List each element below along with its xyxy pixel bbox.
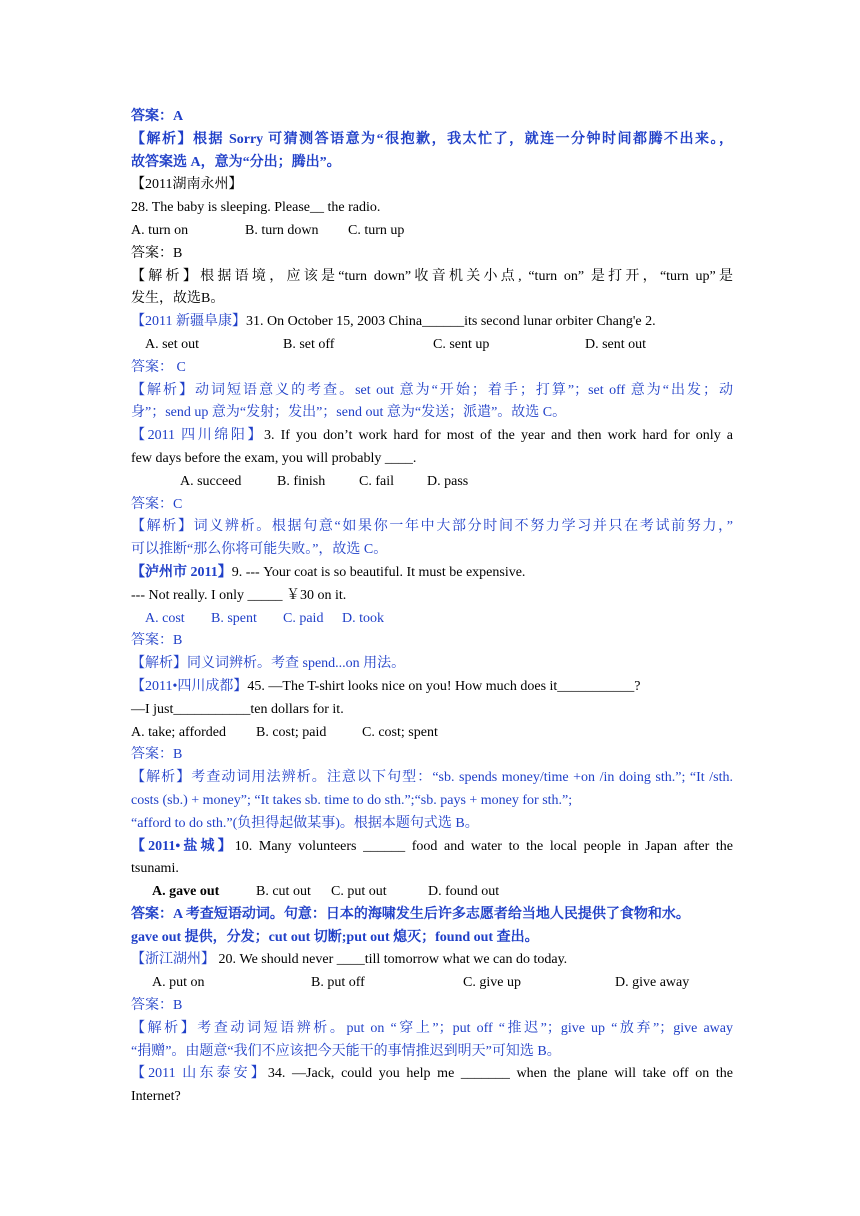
option: D. found out [428,884,500,900]
question-text [131,311,733,334]
question-text [131,836,733,859]
source-tag: 【泸州市 2011】 [131,564,232,580]
analysis-line: costs (sb.) + money”; “It takes sb. time to do sth.”;“sb. pays + money for sth.”; [131,792,573,808]
analysis-line: 可以推断“那么你将可能失败。”，故选 C。 [131,542,388,558]
option: C. give up [463,975,521,991]
answer-line: 答案：C [131,496,183,512]
question-body: 31. On October 15, 2003 China______its second lunar orbiter Chang'e 2. [245,314,656,330]
question-body: 45. —The T-shirt looks nice on you! How much does it___________? [247,678,641,694]
analysis-line: gave out 提供，分发；cut out 切断;put out 熄灭；found out 查出。 [131,929,539,945]
answer-line: 答案：A 考查短语动词。句意：日本的海啸发生后许多志愿者给当地人民提供了食物和水。 [131,906,690,922]
source-tag: 【2011湖南永州】 [131,177,243,193]
source-tag: 【2011 四川绵阳】 [131,428,265,444]
question-text [131,949,733,972]
question-body: 10. Many volunteers ______ food and water to the local people in Japan after the [234,838,733,854]
option: A. put on [152,975,205,991]
answer-line: 答案：A [131,109,184,124]
option: B. cost; paid [256,724,327,740]
analysis-line: 【解析】同义词辨析。考查 spend...on 用法。 [131,656,406,672]
question-text: Internet? [131,1089,181,1105]
option: D. sent out [585,336,647,352]
answer-line: 答案：B [131,633,183,649]
question-body: 3. If you don’t work hard for most of the year and then work hard for only a [264,428,733,444]
question-body: 9. --- Your coat is so beautiful. It must be expensive. [231,564,526,580]
option: C. fail [359,473,394,489]
option: C. sent up [433,336,490,352]
analysis-line: 故答案选 A，意为“分出；腾出”。 [131,154,341,170]
options-row [131,220,733,243]
option: A. succeed [180,473,242,489]
question-text: few days before the exam, you will probably ____. [131,450,417,466]
analysis-line: 【解析】考查动词用法辨析。注意以下句型：“sb. spends money/time +on /in doing sth.”; “It /sth. [131,770,733,786]
answer-line: 答案：B [131,747,183,763]
answer-line: 答案：B [131,245,183,261]
option: D. took [342,610,384,626]
option: B. set off [283,336,335,352]
option: D. pass [427,473,469,489]
option: C. paid [283,610,324,626]
options-row [131,972,733,995]
source-tag: 【2011•盐城】 [131,838,235,854]
option: A. cost [145,610,185,626]
answer-line: 答案：B [131,998,183,1014]
option: B. put off [311,975,365,991]
question-text: tsunami. [131,861,179,877]
options-row [131,608,733,631]
question-text [131,562,733,585]
options-row [131,471,733,494]
document-page [131,106,733,1109]
option: B. finish [277,473,326,489]
option: B. turn down [245,222,319,238]
option: A. gave out [152,884,220,900]
analysis-line: 发生，故选B。 [131,291,225,307]
options-row [131,722,733,745]
question-text [131,1063,733,1086]
analysis-line: “afford to do sth.”(负担得起做某事)。根据本题句式选 B。 [131,815,479,831]
analysis-line: 身”；send up 意为“发射；发出”；send out 意为“发送；派遣”。故选 C。 [131,405,567,421]
analysis-line: 【解析】根据语境，应该是“turn down”收音机关小点, “turn on” 是打开，“turn up”是 [131,268,733,284]
answer-line: 答案： C [131,359,186,375]
analysis-line: 【解析】词义辨析。根据句意“如果你一年中大部分时间不努力学习并只在考试前努力，” [131,519,733,535]
option: C. turn up [348,222,405,238]
option: A. set out [145,336,200,352]
option: B. cut out [256,884,311,900]
question-body: 34. —Jack, could you help me _______ when the plane will take off on the [267,1066,733,1082]
option: A. take; afforded [131,724,226,740]
analysis-line: “捐赠”。由题意“我们不应该把今天能干的事情推迟到明天”可知选 B。 [131,1043,561,1059]
source-tag: 【2011 新疆阜康】 [131,314,246,330]
options-row [131,334,733,357]
analysis-line: 【解析】动词短语意义的考查。set out 意为“开始；着手；打算”；set off 意为“出发；动 [131,382,733,398]
question-text: 28. The baby is sleeping. Please__ the radio. [131,200,381,216]
source-tag: 【2011•四川成都】 [131,678,248,694]
question-body: 20. We should never ____till tomorrow what we can do today. [215,952,568,968]
option: D. give away [615,975,690,991]
option: B. spent [211,610,257,626]
question-text: --- Not really. I only _____ ￥30 on it. [131,587,347,603]
option: A. turn on [131,222,189,238]
options-row [131,881,733,904]
question-text [131,676,733,699]
analysis-line: 【解析】根据 Sorry 可猜测答语意为“很抱歉，我太忙了，就连一分钟时间都腾不出来。， [131,131,733,147]
question-text [131,425,733,448]
option: C. put out [331,884,387,900]
option: C. cost; spent [362,724,438,740]
source-tag: 【2011 山东泰安】 [131,1066,268,1082]
analysis-line: 【解析】考查动词短语辨析。put on “穿上”；put off “推迟”；give up “放弃”；give away [131,1020,733,1036]
source-tag: 【浙江湖州】 [131,952,215,968]
question-text: —I just___________ten dollars for it. [131,701,344,717]
